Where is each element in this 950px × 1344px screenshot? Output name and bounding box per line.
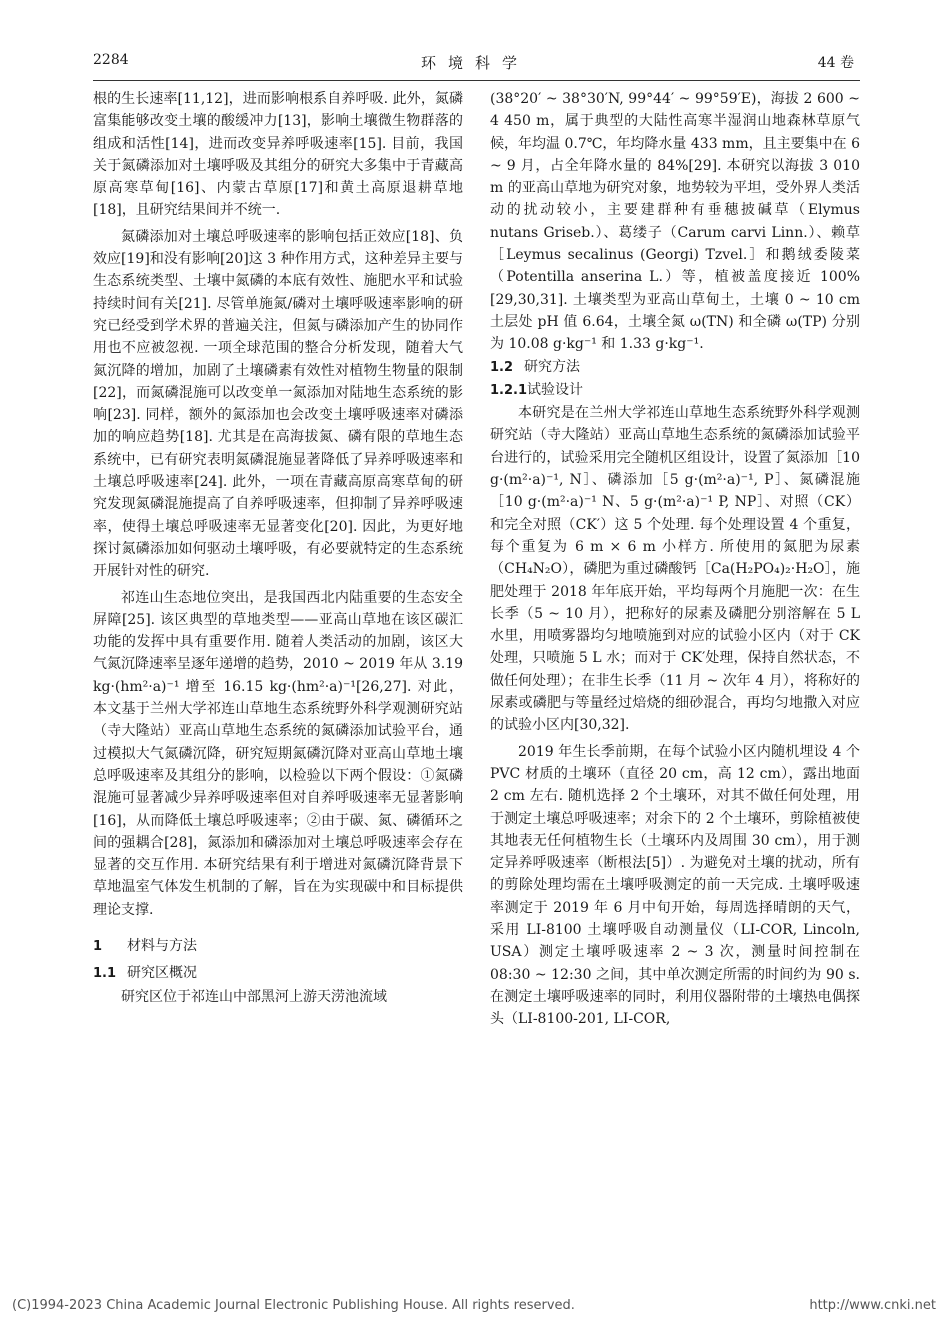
subsubsection-heading (490, 379, 860, 402)
paragraph: 根的生长速率[11,12]，进而影响根系自养呼吸. 此外，氮磷富集能够改变土壤的酸缓冲力[13]，影响土壤微生物群落的组成和活性[14]，进而改变异养呼吸速率[15]. 目前，我国关于氮磷添加对土壤呼吸及其组分的研究大多集中于青藏高原高寒草甸[16]、内蒙古草原[17]和黄土高原退耕草地[18]，且研究结果间并不统一. (93, 91, 463, 219)
paragraph: 祁连山生态地位突出，是我国西北内陆重要的生态安全屏障[25]. 该区典型的草地类型——亚高山草地在该区碳汇功能的发挥中具有重要作用. 随着人类活动的加剧，该区大气氮沉降速率呈逐年递增的趋势，2010 ~ 2019 年从 3.19 kg·(hm²·a)⁻¹ 增至 16.15 kg·(hm²·a)⁻¹[26,27]. 对此，本文基于兰州大学祁连山草地生态系统野外科学观测研究站（寺大隆站）亚高山草地生态系统的氮磷添加试验平台，通过模拟大气氮磷沉降，研究短期氮磷沉降对亚高山草地土壤总呼吸速率及其组分的影响，以检验以下两个假设：①氮磷混施可显著减少异养呼吸速率但对自养呼吸速率无显著影响[16]，从而降低土壤总呼吸速率；②由于碳、氮、磷循环之间的强耦合[28]，氮添加和磷添加对土壤总呼吸速率会存在显著的交互作用. 本研究结果有利于增进对氮磷沉降背景下草地温室气体发生机制的了解，旨在为实现碳中和目标提供理论支撑. (93, 589, 463, 918)
subsection-heading (490, 356, 860, 379)
paragraph: 研究区位于祁连山中部黑河上游天涝池流域 (121, 988, 387, 1005)
volume-number: 44 卷 (817, 55, 854, 71)
page-number: 2284 (93, 52, 129, 68)
section-number: 1 (93, 938, 103, 954)
paragraph: (38°20′ ~ 38°30′N, 99°44′ ~ 99°59′E)，海拔 2 600 ~ 4 450 m，属于典型的大陆性高寒半湿润山地森林草原气候，年均温 0.7℃，年均降水量 433 mm，且主要集中在 6 ~ 9 月，占全年降水量的 84%[29]. 本研究以海拔 3 010 m 的亚高山草地为研究对象，地势较为平坦，受外界人类活动的扰动较小，主要建群种有垂穗披碱草（Elymus nutans Griseb.）、葛缕子（Carum carvi Linn.）、赖草［Leymus secalinus (Georgi) Tzvel.］和鹅绒委陵菜（Potentilla anserina L.）等，植被盖度接近 100%[29,30,31]. 土壤类型为亚高山草甸土，土壤 0 ~ 10 cm 土层处 pH 值 6.64，土壤全氮 ω(TN) 和全磷 ω(TP) 分别为 10.08 g·kg⁻¹ 和 1.33 g·kg⁻¹. (490, 91, 860, 353)
footer-url[interactable]: http://www.cnki.net (809, 1298, 936, 1313)
section-title: 材料与方法 (127, 937, 197, 954)
paragraph: 氮磷添加对土壤总呼吸速率的影响包括正效应[18]、负效应[19]和没有影响[20]这 3 种作用方式，这种差异主要与生态系统类型、土壤中氮磷的本底有效性、施肥水平和试验持续时间有关[21]. 尽管单施氮/磷对土壤呼吸速率影响的研究已经受到学术界的普遍关注，但氮与磷添加产生的协同作用也不应被忽视. 一项全球范围的整合分析发现，随着大气氮沉降的增加，加剧了土壤磷素有效性对植物生物量的限制[22]，而氮磷混施可以改变单一氮添加对陆地生态系统的影响[23]. 同样，额外的氮添加也会改变土壤呼吸速率对磷添加的响应趋势[18]. 尤其是在高海拔氮、磷有限的草地生态系统中，已有研究表明氮磷混施显著降低了异养呼吸速率和土壤总呼吸速率[24]. 此外，一项在青藏高原高寒草甸的研究发现氮磷混施提高了自养呼吸速率，但抑制了异养呼吸速率，使得土壤总呼吸速率无显著变化[20]. 因此，为更好地探讨氮磷添加如何驱动土壤呼吸，有必要就特定的生态系统开展针对性的研究. (93, 228, 463, 580)
subsection-title: 研究区概况 (127, 965, 197, 982)
subsubsection-number: 1.2.1 (490, 382, 528, 398)
subsection-title: 研究方法 (524, 358, 580, 375)
subsubsection-title: 试验设计 (527, 381, 584, 398)
left-column (93, 88, 463, 1008)
subsection-heading (93, 962, 463, 985)
copyright-notice: (C)1994-2023 China Academic Journal Electronic Publishing House. All rights reserved. (12, 1298, 575, 1313)
subsection-number: 1.1 (93, 966, 117, 982)
paragraph: 本研究是在兰州大学祁连山草地生态系统野外科学观测研究站（寺大隆站）亚高山草地生态系统的氮磷添加试验平台进行的，试验采用完全随机区组设计，设置了氮添加［10 g·(m²·a)⁻¹, N］、磷添加［5 g·(m²·a)⁻¹, P］、氮磷混施［10 g·(m²·a)⁻¹ N、5 g·(m²·a)⁻¹ P, NP］、对照（CK）和完全对照（CK′）这 5 个处理. 每个处理设置 4 个重复，每个重复为 6 m × 6 m 小样方. 所使用的氮肥为尿素（CH₄N₂O），磷肥为重过磷酸钙［Ca(H₂PO₄)₂·H₂O］，施肥处理于 2018 年年底开始，平均每两个月施肥一次：在生长季（5 ~ 10 月），把称好的尿素及磷肥分别溶解在 5 L 水里，用喷雾器均匀地喷施到对应的试验小区内（对于 CK 处理，只喷施 5 L 水；而对于 CK′处理，保持自然状态，不做任何处理）；在非生长季（11 月 ~ 次年 4 月），将称好的尿素或磷肥与等量经过焙烧的细砂混合，再均匀地撒入对应的试验小区内[30,32]. (490, 405, 860, 734)
section-heading (93, 935, 463, 958)
paragraph: 2019 年生长季前期，在每个试验小区内随机埋设 4 个 PVC 材质的土壤环（直径 20 cm，高 12 cm），露出地面 2 cm 左右. 随机选择 2 个土壤环，对其不做任何处理，用于测定土壤总呼吸速率；对余下的 2 个土壤环，剪除植被使其地表无任何植物生长（土壤环内及周围 30 cm），用于测定异养呼吸速率（断根法[5]）. 为避免对土壤的扰动，所有的剪除处理均需在土壤呼吸测定的前一天完成. 土壤呼吸速率测定于 2019 年 6 月中旬开始，每周选择晴朗的天气，采用 LI-8100 土壤呼吸自动测量仪（LI-COR, Lincoln, USA）测定土壤呼吸速率 2 ~ 3 次，测量时间控制在 08:30 ~ 12:30 之间，其中单次测定所需的时间约为 90 s. 在测定土壤呼吸速率的同时，利用仪器附带的土壤热电偶探头（LI-8100-201, LI-COR, (490, 743, 860, 1028)
header-rule (93, 80, 860, 81)
right-column (490, 88, 860, 1030)
journal-title: 环境科学 (420, 54, 529, 72)
subsection-number: 1.2 (490, 359, 514, 375)
